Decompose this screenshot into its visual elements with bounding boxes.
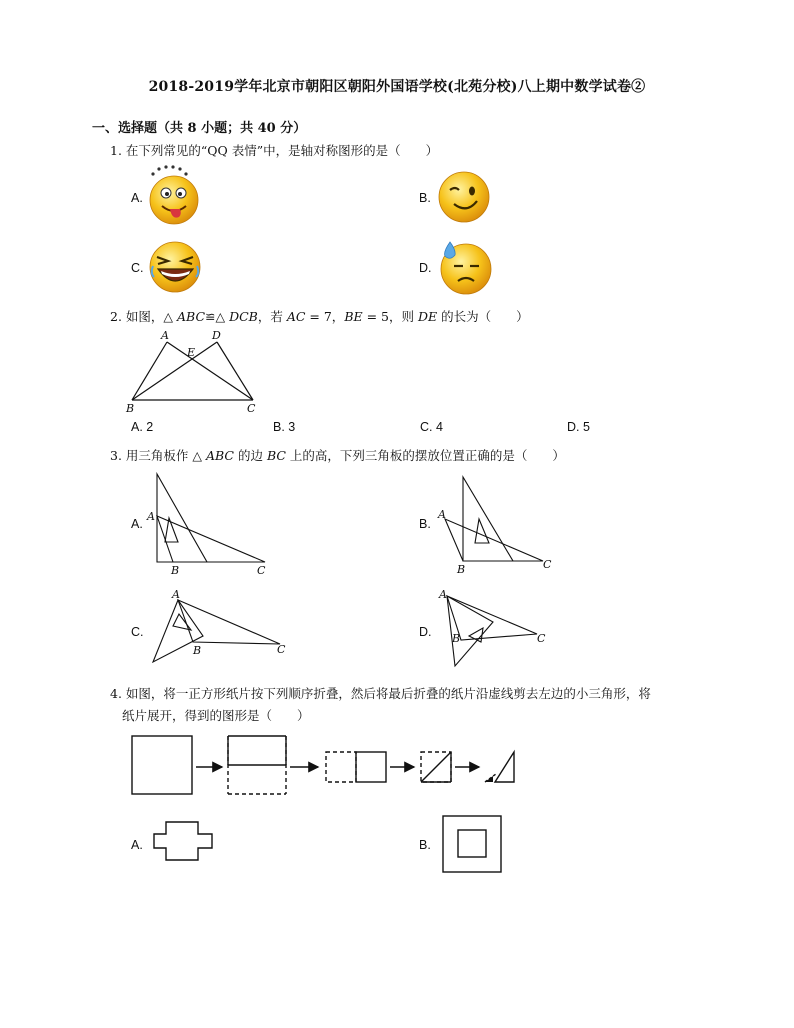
q3-option-a-label: A. [131, 517, 143, 531]
q2-label-c: C [247, 402, 256, 415]
q4-option-b-label: B. [419, 838, 431, 852]
q3-figure-d-c [145, 586, 295, 671]
svg-text:C: C [257, 564, 266, 577]
q2-label-e: E [187, 346, 196, 359]
q1-option-c-label: C. [131, 261, 144, 275]
q2-option-c: C. 4 [420, 420, 443, 434]
q2-triangle-figure [120, 328, 270, 418]
q1-option-a-label: A. [131, 191, 143, 205]
svg-text:B: B [457, 563, 466, 576]
svg-text:A: A [172, 588, 180, 601]
q3-figure-b [433, 473, 563, 583]
svg-text:B: B [171, 564, 180, 577]
question-2-stem: 2. 如图，△ ABC≌△ DCB，若 AC = 7，BE = 5，则 DE 的长为（ ） [110, 309, 529, 324]
q2-label-d: D [212, 329, 221, 342]
q3-figure-a [145, 470, 275, 580]
q3-option-c-label: C. [131, 625, 144, 639]
q1-option-b-label: B. [419, 191, 431, 205]
svg-text:A: A [147, 510, 155, 523]
svg-text:C: C [537, 632, 546, 645]
page-title: 2018-2019学年北京市朝阳区朝阳外国语学校(北苑分校)八上期中数学试卷② [148, 79, 646, 95]
question-1-stem: 1. 在下列常见的“QQ 表情”中，是轴对称图形的是（ ） [110, 143, 439, 158]
dizzy-face-icon [148, 166, 202, 226]
q4-option-b-square-ring [441, 814, 505, 876]
question-4-stem-line1: 4. 如图，将一正方形纸片按下列顺序折叠，然后将最后折叠的纸片沿虚线剪去左边的小三角形，将 [110, 686, 651, 701]
laughing-face-icon [148, 239, 202, 295]
q3-option-b-label: B. [419, 517, 431, 531]
q2-label-b: B [126, 402, 135, 415]
q2-option-d: D. 5 [567, 420, 590, 434]
q2-label-a: A [161, 329, 169, 342]
svg-text:C: C [543, 558, 552, 571]
q3-option-d-label: D. [419, 625, 432, 639]
svg-text:B: B [193, 644, 202, 657]
q2-option-b: B. 3 [273, 420, 296, 434]
q4-folding-sequence [128, 732, 528, 798]
q4-option-a-cross-shape [152, 818, 216, 864]
svg-text:A: A [439, 588, 447, 601]
question-4-stem-line2: 纸片展开，得到的图形是（ ） [122, 708, 310, 723]
q3-figure-d [433, 584, 563, 674]
svg-text:A: A [438, 508, 446, 521]
svg-text:B: B [452, 632, 461, 645]
sweat-face-icon [437, 236, 493, 296]
svg-text:C: C [277, 643, 286, 656]
q2-option-a: A. 2 [131, 420, 154, 434]
q4-option-a-label: A. [131, 838, 143, 852]
question-3-stem: 3. 用三角板作 △ ABC 的边 BC 上的高，下列三角板的摆放位置正确的是（ ） [110, 448, 565, 463]
section-heading: 一、选择题（共 8 小题；共 40 分） [92, 121, 307, 136]
q1-option-d-label: D. [419, 261, 432, 275]
wink-face-icon [437, 170, 491, 224]
